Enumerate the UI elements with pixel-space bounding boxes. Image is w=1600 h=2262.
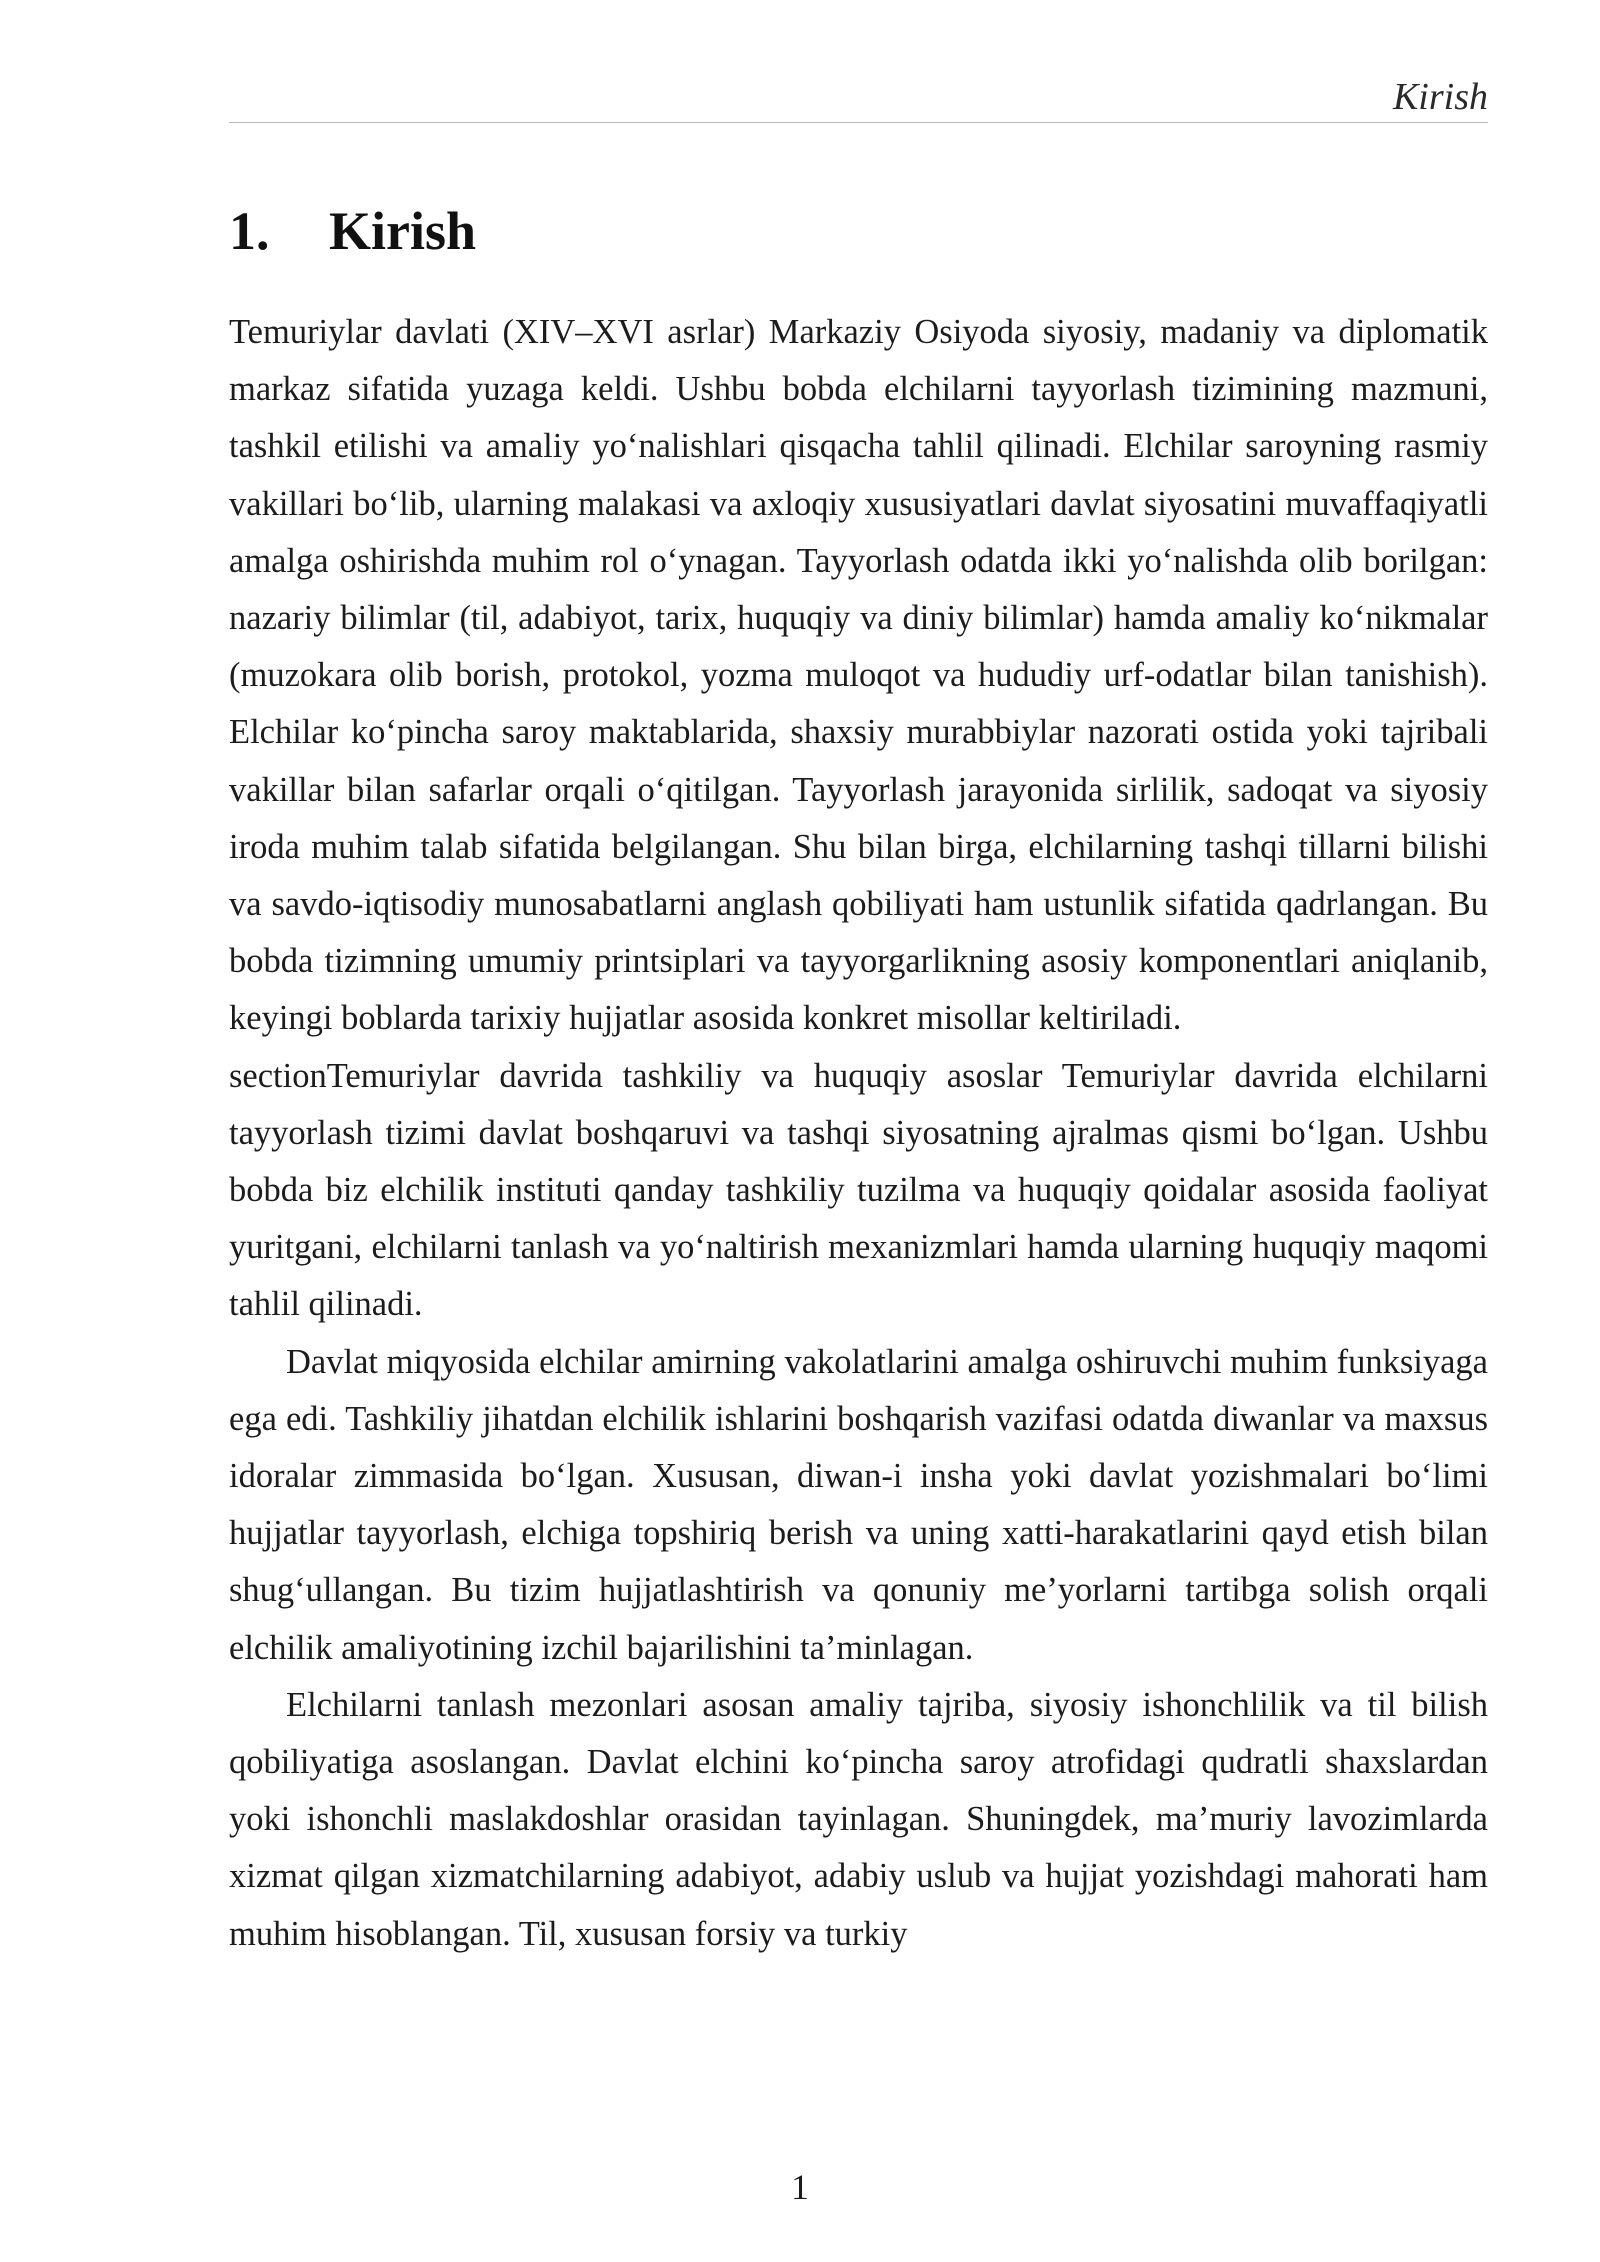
- chapter-title: Kirish: [329, 201, 477, 261]
- paragraph-1: Temuriylar davlati (XIV–XVI asrlar) Markaziy Osiyoda siyosiy, madaniy va diplomatik markaz sifatida yuzaga keldi. Ushbu bobda elchilarni tayyorlash tizimining mazmuni, tashkil etilishi va amaliy yo‘nalishlari qisqacha tahlil qilinadi. Elchilar saroyning rasmiy vakillari bo‘lib, ularning malakasi va axloqiy xususiyatlari davlat siyosatini muvaffaqiyatli amalga oshirishda muhim rol o‘ynagan. Tayyorlash odatda ikki yo‘nalishda olib borilgan: nazariy bilimlar (til, adabiyot, tarix, huquqiy va diniy bilimlar) hamda amaliy ko‘nikmalar (muzokara olib borish, protokol, yozma muloqot va hududiy urf-odatlar bilan tanishish). Elchilar ko‘pincha saroy maktablarida, shaxsiy murabbiylar nazorati ostida yoki tajribali vakillar bilan safarlar orqali o‘qitilgan. Tayyorlash jarayonida sirlilik, sadoqat va siyosiy iroda muhim talab sifatida belgilangan. Shu bilan birga, elchilarning tashqi tillarni bilishi va savdo-iqtisodiy munosabatlarni anglash qobiliyati ham ustunlik sifatida qadrlangan. Bu bobda tizimning umumiy printsiplari va tayyorgarlikning asosiy komponentlari aniqlanib, keyingi boblarda tarixiy hujjatlar asosida konkret misollar keltiriladi.: [229, 313, 1488, 1038]
- paragraph-2: sectionTemuriylar davrida tashkiliy va huquqiy asoslar Temuriylar davrida elchilarni tayyorlash tizimi davlat boshqaruvi va tashqi siyosatning ajralmas qismi bo‘lgan. Ushbu bobda biz elchilik instituti qanday tashkiliy tuzilma va huquqiy qoidalar asosida faoliyat yuritgani, elchilarni tanlash va yo‘naltirish mexanizmlari hamda ularning huquqiy maqomi tahlil qilinadi.: [229, 1056, 1488, 1324]
- paragraph-3: Davlat miqyosida elchilar amirning vakolatlarini amalga oshiruvchi muhim funksiyaga ega edi. Tashkiliy jihatdan elchilik ishlarini boshqarish vazifasi odatda diwanlar va maxsus idoralar zimmasida bo‘lgan. Xususan, diwan-i insha yoki davlat yozishmalari bo‘limi hujjatlar tayyorlash, elchiga topshiriq berish va uning xatti-harakatlarini qayd etish bilan shug‘ullangan. Bu tizim hujjatlashtirish va qonuniy me’yorlarni tartibga solish orqali elchilik amaliyotining izchil bajarilishini ta’minlagan.: [229, 1342, 1488, 1667]
- paragraph-4: Elchilarni tanlash mezonlari asosan amaliy tajriba, siyosiy ishonchlilik va til bilish qobiliyatiga asoslangan. Davlat elchini ko‘pincha saroy atrofidagi qudratli shaxslardan yoki ishonchli maslakdoshlar orasidan tayinlagan. Shuningdek, ma’muriy lavozimlarda xizmat qilgan xizmatchilarning adabiyot, adabiy uslub va hujjat yozishdagi mahorati ham muhim hisoblangan. Til, xususan forsiy va turkiy: [229, 1685, 1488, 1953]
- body-text: [229, 304, 1488, 1963]
- chapter-number: 1.: [229, 201, 270, 261]
- running-header-title: Kirish: [1392, 76, 1488, 118]
- chapter-heading: [229, 196, 476, 266]
- running-header: [229, 72, 1488, 123]
- page-number: 1: [791, 2167, 809, 2207]
